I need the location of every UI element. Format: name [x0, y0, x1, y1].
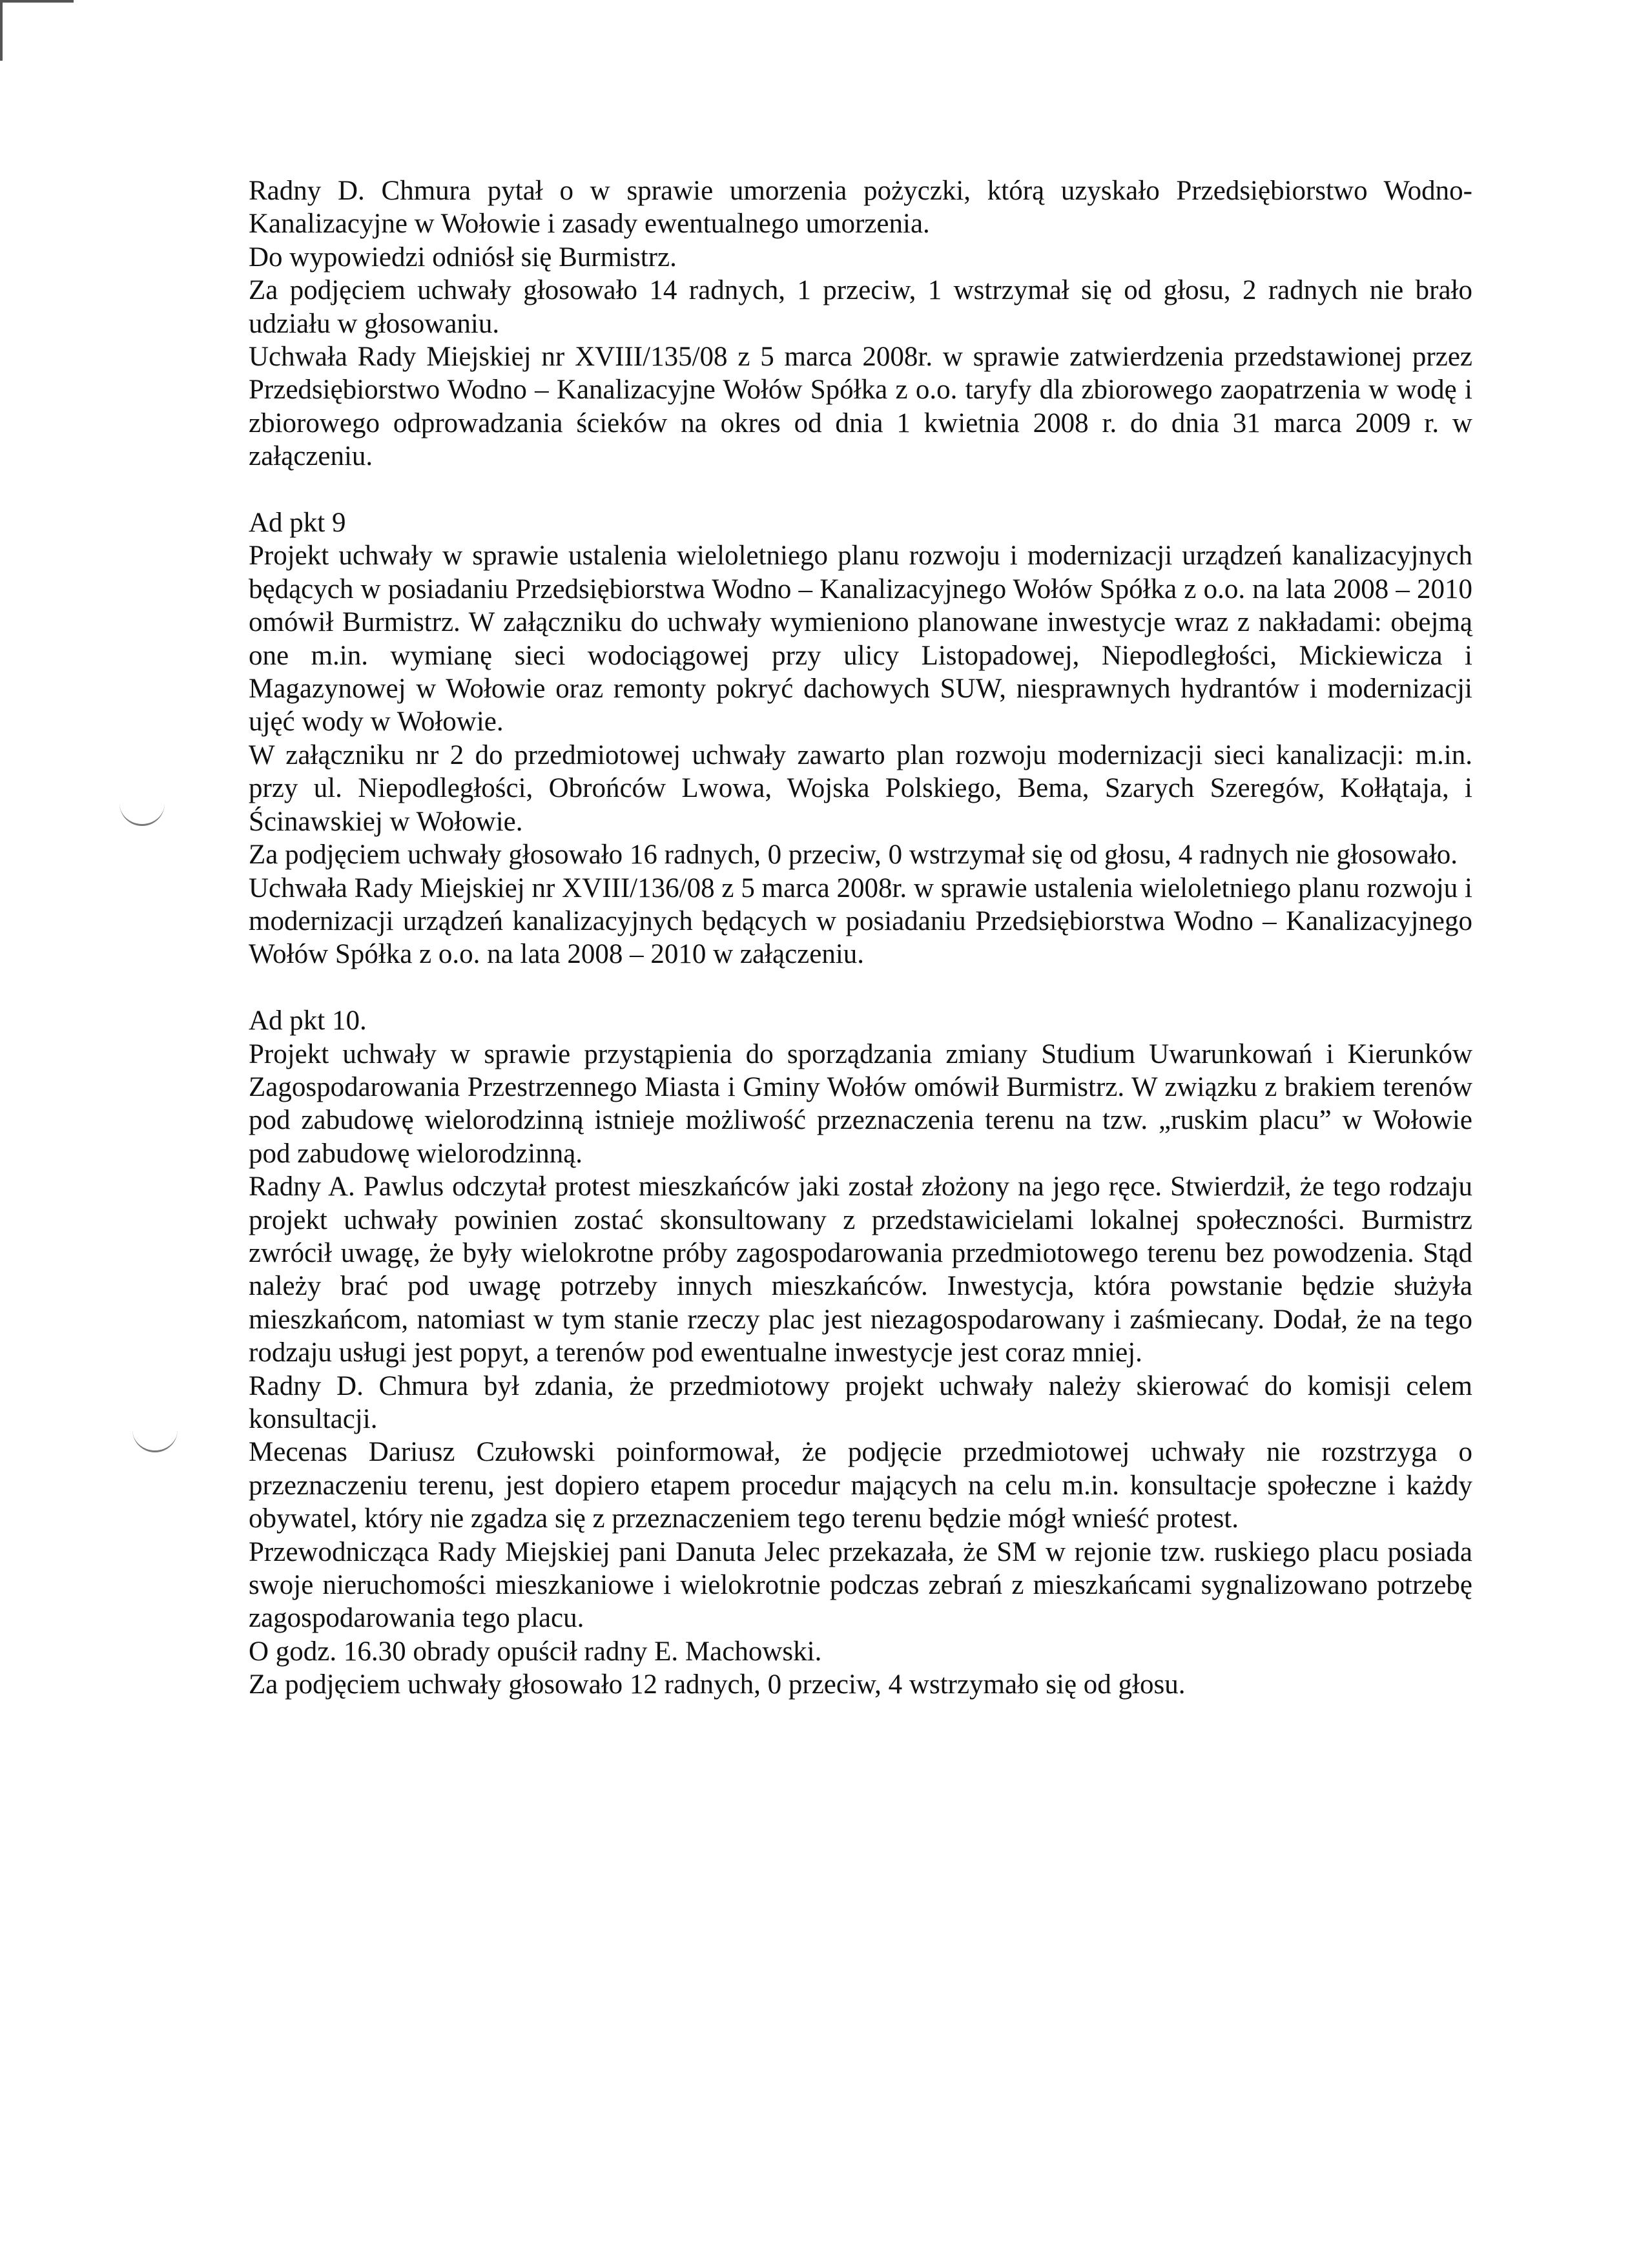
paragraph: Radny A. Pawlus odczytał protest mieszkańców jaki został złożony na jego ręce. Stwierdził, że tego rodzaju projekt uchwały powinien zostać skonsultowany z przedstawicielami lokalnej społeczności. Burmistrz zwrócił uwagę, że były wielokrotne próby zagospodarowania przedmiotowego terenu bez powodzenia. Stąd należy brać pod uwagę potrzeby innych mieszkańców. Inwestycja, która powstanie będzie służyła mieszkańcom, natomiast w tym stanie rzeczy plac jest niezagospodarowany i zaśmiecany. Dodał, że na tego rodzaju usługi jest popyt, a terenów pod ewentualne inwestycje jest coraz mniej.	[249, 1171, 1472, 1368]
paragraph: O godz. 16.30 obrady opuścił radny E. Machowski.	[249, 1636, 822, 1667]
paragraph: Projekt uchwały w sprawie przystąpienia do sporządzania zmiany Studium Uwarunkowań i Kierunków Zagospodarowania Przestrzennego Miasta i Gminy Wołów omówił Burmistrz. W związku z brakiem terenów pod zabudowę wielorodzinną istnieje możliwość przeznaczenia terenu na tzw. „ruskim placu” w Wołowie pod zabudowę wielorodzinną.	[249, 1038, 1472, 1169]
punch-hole-mark	[132, 1427, 178, 1452]
paragraph: Projekt uchwały w sprawie ustalenia wieloletniego planu rozwoju i modernizacji urządzeń kanalizacyjnych będących w posiadaniu Przedsiębiorstwa Wodno – Kanalizacyjnego Wołów Spółka z o.o. na lata 2008 – 2010 omówił Burmistrz. W załączniku do uchwały wymieniono planowane inwestycje wraz z nakładami: obejmą one m.in. wymianę sieci wodociągowej przy ulicy Listopadowej, Niepodległości, Mickiewicza i Magazynowej w Wołowie oraz remonty pokryć dachowych SUW, niesprawnych hydrantów i modernizacji ujęć wody w Wołowie.	[249, 541, 1472, 737]
scan-corner-mark	[0, 0, 74, 61]
section-heading: Ad pkt 9	[249, 508, 346, 539]
paragraph: Uchwała Rady Miejskiej nr XVIII/136/08 z 5 marca 2008r. w sprawie ustalenia wieloletniego planu rozwoju i modernizacji urządzeń kanalizacyjnych będących w posiadaniu Przedsiębiorstwa Wodno – Kanalizacyjnego Wołów Spółka z o.o. na lata 2008 – 2010 w załączeniu.	[249, 872, 1472, 970]
paragraph-gap	[249, 971, 1472, 1004]
paragraph: Mecenas Dariusz Czułowski poinformował, że podjęcie przedmiotowej uchwały nie rozstrzyga o przeznaczeniu terenu, jest dopiero etapem procedur mających na celu m.in. konsultacje społeczne i każdy obywatel, który nie zgadza się z przeznaczeniem tego terenu będzie mógł wnieść protest.	[249, 1437, 1472, 1534]
paragraph: Za podjęciem uchwały głosowało 16 radnych, 0 przeciw, 0 wstrzymał się od głosu, 4 radnych nie głosowało.	[249, 840, 1458, 871]
document-body	[249, 174, 1472, 1702]
paragraph-gap	[249, 473, 1472, 506]
paragraph: Do wypowiedzi odniósł się Burmistrz.	[249, 242, 677, 273]
paragraph: Za podjęciem uchwały głosowało 12 radnych, 0 przeciw, 4 wstrzymało się od głosu.	[249, 1669, 1186, 1700]
paragraph: Przewodnicząca Rady Miejskiej pani Danuta Jelec przekazała, że SM w rejonie tzw. ruskiego placu posiada swoje nieruchomości mieszkaniowe i wielokrotnie podczas zebrań z mieszkańcami sygnalizowano potrzebę zagospodarowania tego placu.	[249, 1536, 1472, 1634]
punch-hole-mark	[119, 801, 165, 826]
paragraph: Radny D. Chmura pytał o w sprawie umorzenia pożyczki, którą uzyskało Przedsiębiorstwo Wodno- Kanalizacyjne w Wołowie i zasady ewentualnego umorzenia.	[249, 176, 1472, 240]
paragraph: W załączniku nr 2 do przedmiotowej uchwały zawarto plan rozwoju modernizacji sieci kanalizacji: m.in. przy ul. Niepodległości, Obrońców Lwowa, Wojska Polskiego, Bema, Szarych Szeregów, Kołłątaja, i Ścinawskiej w Wołowie.	[249, 739, 1472, 837]
paragraph: Za podjęciem uchwały głosowało 14 radnych, 1 przeciw, 1 wstrzymał się od głosu, 2 radnych nie brało udziału w głosowaniu.	[249, 275, 1472, 339]
paragraph: Radny D. Chmura był zdania, że przedmiotowy projekt uchwały należy skierować do komisji celem konsultacji.	[249, 1370, 1472, 1434]
section-heading: Ad pkt 10.	[249, 1005, 367, 1036]
paragraph: Uchwała Rady Miejskiej nr XVIII/135/08 z 5 marca 2008r. w sprawie zatwierdzenia przedstawionej przez Przedsiębiorstwo Wodno – Kanalizacyjne Wołów Spółka z o.o. taryfy dla zbiorowego zaopatrzenia w wodę i zbiorowego odprowadzania ścieków na okres od dnia 1 kwietnia 2008 r. do dnia 31 marca 2009 r. w załączeniu.	[249, 342, 1472, 472]
